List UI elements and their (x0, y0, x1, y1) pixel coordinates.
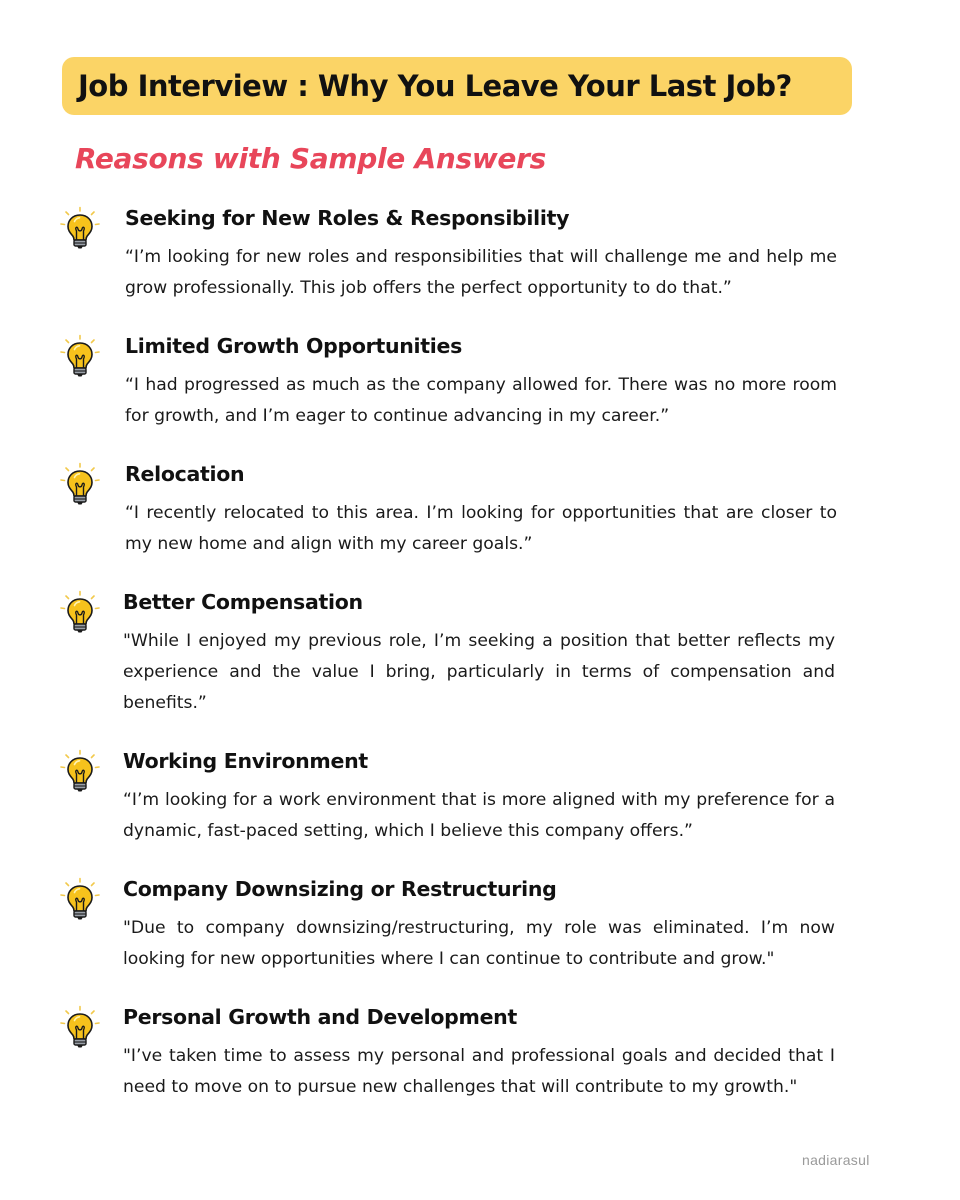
reason-answer: “I recently relocated to this area. I’m looking for opportunities that are closer to my new home and align with my career goals.” (125, 503, 837, 554)
lightbulb-icon (58, 877, 102, 921)
lightbulb-icon (58, 462, 102, 506)
lightbulb-icon (58, 334, 102, 378)
reason-title: Working Environment (123, 749, 368, 773)
reason-title: Personal Growth and Development (123, 1005, 517, 1029)
reason-answer: "While I enjoyed my previous role, I’m seeking a position that better reflects my experience and the value I bring, particularly in terms of compensation and benefits.” (123, 631, 835, 713)
page-title: Job Interview : Why You Leave Your Last Job? (78, 69, 792, 103)
lightbulb-icon (58, 749, 102, 793)
reason-title: Company Downsizing or Restructuring (123, 877, 557, 901)
lightbulb-icon (58, 590, 102, 634)
reason-answer: “I had progressed as much as the company allowed for. There was no more room for growth, and I’m eager to continue advancing in my career.” (125, 375, 837, 426)
lightbulb-icon (58, 206, 102, 250)
title-banner (62, 57, 852, 115)
reason-answer: “I’m looking for new roles and responsibilities that will challenge me and help me grow professionally. This job offers the perfect opportunity to do that.” (125, 247, 837, 298)
reason-title: Relocation (125, 462, 245, 486)
lightbulb-icon (58, 1005, 102, 1049)
reason-title: Better Compensation (123, 590, 363, 614)
reason-answer: "I’ve taken time to assess my personal and professional goals and decided that I need to move on to pursue new challenges that will contribute to my growth." (123, 1046, 835, 1097)
author-credit: nadiarasul (802, 1152, 870, 1168)
reason-answer: “I’m looking for a work environment that is more aligned with my preference for a dynamic, fast-paced setting, which I believe this company offers.” (123, 790, 835, 841)
reason-title: Limited Growth Opportunities (125, 334, 462, 358)
reason-title: Seeking for New Roles & Responsibility (125, 206, 570, 230)
section-subtitle: Reasons with Sample Answers (75, 142, 546, 175)
reason-answer: "Due to company downsizing/restructuring, my role was eliminated. I’m now looking for new opportunities where I can continue to contribute and grow." (123, 918, 835, 969)
